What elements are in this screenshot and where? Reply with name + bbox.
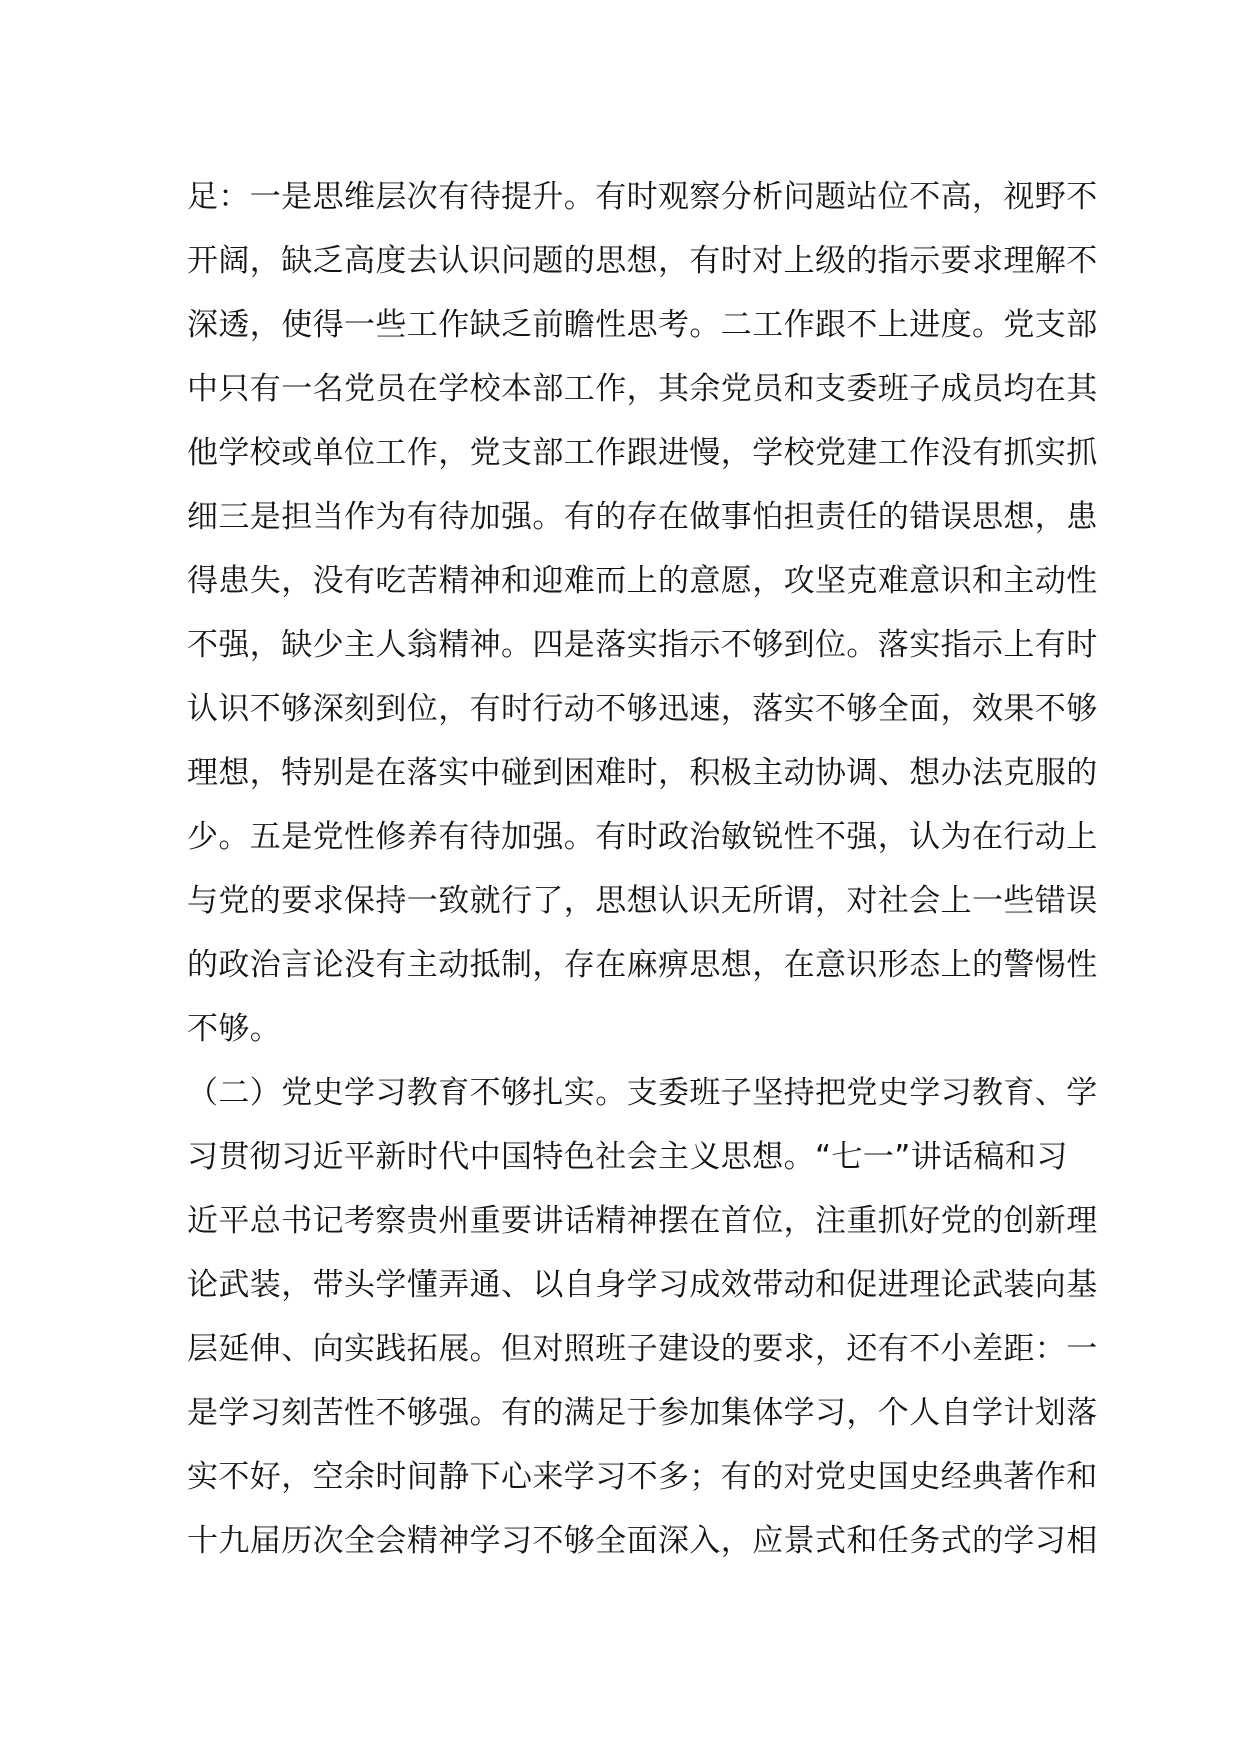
text-line: 认识不够深刻到位，有时行动不够迅速，落实不够全面，效果不够 xyxy=(187,691,1098,727)
text-line: 层延伸、向实践拓展。但对照班子建设的要求，还有不小差距：一 xyxy=(187,1331,1098,1367)
text-line: 理想，特别是在落实中碰到困难时，积极主动协调、想办法克服的 xyxy=(187,755,1098,791)
text-line: 不够。 xyxy=(187,1011,282,1047)
text-line: （二）党史学习教育不够扎实。支委班子坚持把党史学习教育、学 xyxy=(187,1075,1098,1111)
text-line: 实不好，空余时间静下心来学习不多；有的对党史国史经典著作和 xyxy=(187,1459,1098,1495)
text-line: 开阔，缺乏高度去认识问题的思想，有时对上级的指示要求理解不 xyxy=(187,243,1098,279)
body-text xyxy=(187,165,1098,1573)
text-line: 习贯彻习近平新时代中国特色社会主义思想。“七一”讲话稿和习 xyxy=(187,1139,1068,1175)
text-line: 少。五是党性修养有待加强。有时政治敏锐性不强，认为在行动上 xyxy=(187,819,1098,855)
text-line: 他学校或单位工作，党支部工作跟进慢，学校党建工作没有抓实抓 xyxy=(187,435,1098,471)
text-line: 细三是担当作为有待加强。有的存在做事怕担责任的错误思想，患 xyxy=(187,499,1098,535)
text-line: 足：一是思维层次有待提升。有时观察分析问题站位不高，视野不 xyxy=(187,179,1098,215)
text-line: 十九届历次全会精神学习不够全面深入，应景式和任务式的学习相 xyxy=(187,1523,1098,1559)
text-line: 中只有一名党员在学校本部工作，其余党员和支委班子成员均在其 xyxy=(187,371,1098,407)
text-line: 近平总书记考察贵州重要讲话精神摆在首位，注重抓好党的创新理 xyxy=(187,1203,1098,1239)
text-line: 是学习刻苦性不够强。有的满足于参加集体学习，个人自学计划落 xyxy=(187,1395,1098,1431)
text-line: 的政治言论没有主动抵制，存在麻痹思想，在意识形态上的警惕性 xyxy=(187,947,1098,983)
text-line: 不强，缺少主人翁精神。四是落实指示不够到位。落实指示上有时 xyxy=(187,627,1098,663)
text-line: 与党的要求保持一致就行了，思想认识无所谓，对社会上一些错误 xyxy=(187,883,1098,919)
text-line: 论武装，带头学懂弄通、以自身学习成效带动和促进理论武装向基 xyxy=(187,1267,1098,1303)
text-line: 深透，使得一些工作缺乏前瞻性思考。二工作跟不上进度。党支部 xyxy=(187,307,1098,343)
text-line: 得患失，没有吃苦精神和迎难而上的意愿，攻坚克难意识和主动性 xyxy=(187,563,1098,599)
